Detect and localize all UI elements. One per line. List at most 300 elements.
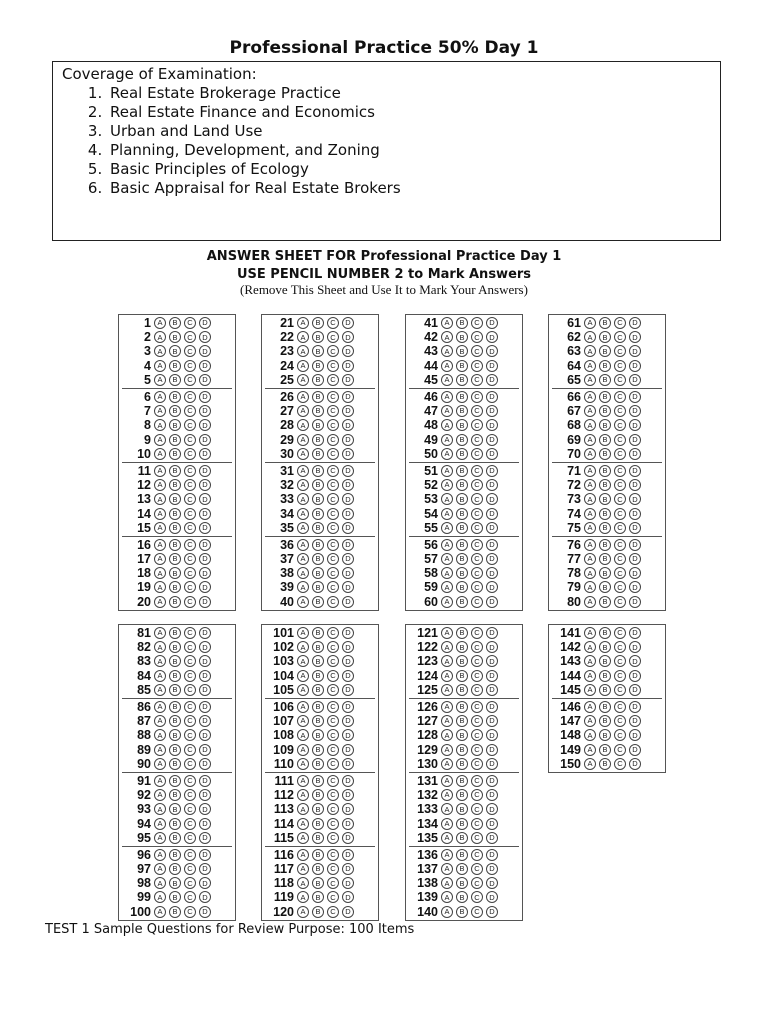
- answer-bubble-a[interactable]: A: [297, 465, 309, 477]
- answer-bubble-d[interactable]: D: [629, 539, 641, 551]
- answer-bubble-d[interactable]: D: [199, 729, 211, 741]
- answer-bubble-a[interactable]: A: [154, 803, 166, 815]
- answer-bubble-c[interactable]: C: [327, 641, 339, 653]
- answer-bubble-d[interactable]: D: [629, 479, 641, 491]
- answer-bubble-a[interactable]: A: [441, 522, 453, 534]
- answer-bubble-d[interactable]: D: [486, 567, 498, 579]
- answer-bubble-b[interactable]: B: [169, 317, 181, 329]
- answer-bubble-c[interactable]: C: [471, 832, 483, 844]
- answer-bubble-d[interactable]: D: [342, 553, 354, 565]
- answer-bubble-a[interactable]: A: [154, 701, 166, 713]
- answer-bubble-a[interactable]: A: [584, 715, 596, 727]
- answer-bubble-d[interactable]: D: [629, 581, 641, 593]
- answer-bubble-d[interactable]: D: [199, 655, 211, 667]
- answer-bubble-a[interactable]: A: [154, 891, 166, 903]
- answer-bubble-a[interactable]: A: [297, 448, 309, 460]
- answer-bubble-a[interactable]: A: [584, 465, 596, 477]
- answer-bubble-b[interactable]: B: [312, 465, 324, 477]
- answer-bubble-b[interactable]: B: [456, 493, 468, 505]
- answer-bubble-c[interactable]: C: [184, 596, 196, 608]
- answer-bubble-a[interactable]: A: [441, 863, 453, 875]
- answer-bubble-c[interactable]: C: [327, 553, 339, 565]
- answer-bubble-c[interactable]: C: [184, 832, 196, 844]
- answer-bubble-a[interactable]: A: [154, 655, 166, 667]
- answer-bubble-c[interactable]: C: [327, 317, 339, 329]
- answer-bubble-c[interactable]: C: [471, 405, 483, 417]
- answer-bubble-a[interactable]: A: [441, 655, 453, 667]
- answer-bubble-c[interactable]: C: [184, 374, 196, 386]
- answer-bubble-b[interactable]: B: [312, 317, 324, 329]
- answer-bubble-d[interactable]: D: [342, 374, 354, 386]
- answer-bubble-c[interactable]: C: [327, 832, 339, 844]
- answer-bubble-c[interactable]: C: [471, 758, 483, 770]
- answer-bubble-b[interactable]: B: [456, 729, 468, 741]
- answer-bubble-b[interactable]: B: [456, 655, 468, 667]
- answer-bubble-b[interactable]: B: [599, 567, 611, 579]
- answer-bubble-d[interactable]: D: [629, 405, 641, 417]
- answer-bubble-d[interactable]: D: [629, 627, 641, 639]
- answer-bubble-a[interactable]: A: [441, 465, 453, 477]
- answer-bubble-b[interactable]: B: [599, 655, 611, 667]
- answer-bubble-c[interactable]: C: [614, 419, 626, 431]
- answer-bubble-c[interactable]: C: [327, 891, 339, 903]
- answer-bubble-a[interactable]: A: [297, 479, 309, 491]
- answer-bubble-c[interactable]: C: [184, 448, 196, 460]
- answer-bubble-d[interactable]: D: [199, 684, 211, 696]
- answer-bubble-c[interactable]: C: [184, 360, 196, 372]
- answer-bubble-d[interactable]: D: [486, 891, 498, 903]
- answer-bubble-b[interactable]: B: [599, 581, 611, 593]
- answer-bubble-b[interactable]: B: [169, 906, 181, 918]
- answer-bubble-d[interactable]: D: [486, 465, 498, 477]
- answer-bubble-a[interactable]: A: [154, 317, 166, 329]
- answer-bubble-d[interactable]: D: [199, 832, 211, 844]
- answer-bubble-d[interactable]: D: [342, 832, 354, 844]
- answer-bubble-a[interactable]: A: [584, 553, 596, 565]
- answer-bubble-c[interactable]: C: [184, 641, 196, 653]
- answer-bubble-c[interactable]: C: [471, 317, 483, 329]
- answer-bubble-c[interactable]: C: [327, 775, 339, 787]
- answer-bubble-d[interactable]: D: [486, 684, 498, 696]
- answer-bubble-d[interactable]: D: [342, 670, 354, 682]
- answer-bubble-a[interactable]: A: [441, 479, 453, 491]
- answer-bubble-a[interactable]: A: [584, 684, 596, 696]
- answer-bubble-c[interactable]: C: [327, 670, 339, 682]
- answer-bubble-b[interactable]: B: [312, 479, 324, 491]
- answer-bubble-c[interactable]: C: [614, 701, 626, 713]
- answer-bubble-b[interactable]: B: [599, 539, 611, 551]
- answer-bubble-a[interactable]: A: [154, 331, 166, 343]
- answer-bubble-c[interactable]: C: [614, 553, 626, 565]
- answer-bubble-b[interactable]: B: [312, 715, 324, 727]
- answer-bubble-c[interactable]: C: [184, 670, 196, 682]
- answer-bubble-a[interactable]: A: [297, 655, 309, 667]
- answer-bubble-d[interactable]: D: [199, 522, 211, 534]
- answer-bubble-d[interactable]: D: [199, 803, 211, 815]
- answer-bubble-a[interactable]: A: [297, 522, 309, 534]
- answer-bubble-b[interactable]: B: [456, 627, 468, 639]
- answer-bubble-d[interactable]: D: [342, 391, 354, 403]
- answer-bubble-d[interactable]: D: [629, 567, 641, 579]
- answer-bubble-d[interactable]: D: [629, 655, 641, 667]
- answer-bubble-a[interactable]: A: [297, 729, 309, 741]
- answer-bubble-b[interactable]: B: [312, 596, 324, 608]
- answer-bubble-c[interactable]: C: [327, 627, 339, 639]
- answer-bubble-a[interactable]: A: [441, 317, 453, 329]
- answer-bubble-d[interactable]: D: [629, 493, 641, 505]
- answer-bubble-d[interactable]: D: [629, 360, 641, 372]
- answer-bubble-a[interactable]: A: [154, 374, 166, 386]
- answer-bubble-b[interactable]: B: [456, 448, 468, 460]
- answer-bubble-a[interactable]: A: [297, 849, 309, 861]
- answer-bubble-c[interactable]: C: [471, 596, 483, 608]
- answer-bubble-a[interactable]: A: [441, 345, 453, 357]
- answer-bubble-a[interactable]: A: [154, 448, 166, 460]
- answer-bubble-d[interactable]: D: [486, 317, 498, 329]
- answer-bubble-b[interactable]: B: [169, 641, 181, 653]
- answer-bubble-a[interactable]: A: [297, 405, 309, 417]
- answer-bubble-b[interactable]: B: [599, 493, 611, 505]
- answer-bubble-d[interactable]: D: [629, 701, 641, 713]
- answer-bubble-d[interactable]: D: [629, 641, 641, 653]
- answer-bubble-d[interactable]: D: [199, 863, 211, 875]
- answer-bubble-c[interactable]: C: [614, 374, 626, 386]
- answer-bubble-b[interactable]: B: [312, 701, 324, 713]
- answer-bubble-c[interactable]: C: [327, 465, 339, 477]
- answer-bubble-a[interactable]: A: [154, 360, 166, 372]
- answer-bubble-c[interactable]: C: [614, 627, 626, 639]
- answer-bubble-b[interactable]: B: [312, 670, 324, 682]
- answer-bubble-a[interactable]: A: [441, 789, 453, 801]
- answer-bubble-a[interactable]: A: [441, 331, 453, 343]
- answer-bubble-b[interactable]: B: [456, 818, 468, 830]
- answer-bubble-c[interactable]: C: [471, 803, 483, 815]
- answer-bubble-c[interactable]: C: [614, 729, 626, 741]
- answer-bubble-a[interactable]: A: [297, 317, 309, 329]
- answer-bubble-d[interactable]: D: [486, 789, 498, 801]
- answer-bubble-b[interactable]: B: [312, 391, 324, 403]
- answer-bubble-b[interactable]: B: [169, 345, 181, 357]
- answer-bubble-a[interactable]: A: [441, 360, 453, 372]
- answer-bubble-b[interactable]: B: [599, 374, 611, 386]
- answer-bubble-b[interactable]: B: [456, 758, 468, 770]
- answer-bubble-b[interactable]: B: [456, 906, 468, 918]
- answer-bubble-a[interactable]: A: [297, 715, 309, 727]
- answer-bubble-c[interactable]: C: [327, 539, 339, 551]
- answer-bubble-a[interactable]: A: [154, 849, 166, 861]
- answer-bubble-c[interactable]: C: [471, 744, 483, 756]
- answer-bubble-d[interactable]: D: [342, 758, 354, 770]
- answer-bubble-c[interactable]: C: [471, 627, 483, 639]
- answer-bubble-b[interactable]: B: [169, 744, 181, 756]
- answer-bubble-d[interactable]: D: [199, 758, 211, 770]
- answer-bubble-c[interactable]: C: [614, 391, 626, 403]
- answer-bubble-a[interactable]: A: [154, 641, 166, 653]
- answer-bubble-c[interactable]: C: [327, 744, 339, 756]
- answer-bubble-d[interactable]: D: [199, 906, 211, 918]
- answer-bubble-a[interactable]: A: [584, 508, 596, 520]
- answer-bubble-a[interactable]: A: [154, 684, 166, 696]
- answer-bubble-c[interactable]: C: [471, 655, 483, 667]
- answer-bubble-a[interactable]: A: [584, 479, 596, 491]
- answer-bubble-a[interactable]: A: [441, 641, 453, 653]
- answer-bubble-a[interactable]: A: [297, 758, 309, 770]
- answer-bubble-b[interactable]: B: [312, 803, 324, 815]
- answer-bubble-a[interactable]: A: [584, 448, 596, 460]
- answer-bubble-a[interactable]: A: [297, 553, 309, 565]
- answer-bubble-b[interactable]: B: [599, 419, 611, 431]
- answer-bubble-c[interactable]: C: [184, 539, 196, 551]
- answer-bubble-b[interactable]: B: [169, 775, 181, 787]
- answer-bubble-d[interactable]: D: [486, 849, 498, 861]
- answer-bubble-b[interactable]: B: [169, 863, 181, 875]
- answer-bubble-a[interactable]: A: [297, 818, 309, 830]
- answer-bubble-c[interactable]: C: [471, 553, 483, 565]
- answer-bubble-c[interactable]: C: [327, 715, 339, 727]
- answer-bubble-c[interactable]: C: [327, 596, 339, 608]
- answer-bubble-a[interactable]: A: [584, 374, 596, 386]
- answer-bubble-a[interactable]: A: [297, 567, 309, 579]
- answer-bubble-b[interactable]: B: [456, 877, 468, 889]
- answer-bubble-a[interactable]: A: [297, 434, 309, 446]
- answer-bubble-b[interactable]: B: [169, 522, 181, 534]
- answer-bubble-a[interactable]: A: [154, 553, 166, 565]
- answer-bubble-c[interactable]: C: [184, 789, 196, 801]
- answer-bubble-b[interactable]: B: [456, 539, 468, 551]
- answer-bubble-a[interactable]: A: [441, 627, 453, 639]
- answer-bubble-a[interactable]: A: [297, 627, 309, 639]
- answer-bubble-b[interactable]: B: [312, 493, 324, 505]
- answer-bubble-d[interactable]: D: [486, 493, 498, 505]
- answer-bubble-b[interactable]: B: [169, 434, 181, 446]
- answer-bubble-d[interactable]: D: [486, 803, 498, 815]
- answer-bubble-b[interactable]: B: [312, 567, 324, 579]
- answer-bubble-c[interactable]: C: [327, 701, 339, 713]
- answer-bubble-a[interactable]: A: [441, 434, 453, 446]
- answer-bubble-a[interactable]: A: [441, 891, 453, 903]
- answer-bubble-b[interactable]: B: [456, 832, 468, 844]
- answer-bubble-a[interactable]: A: [297, 374, 309, 386]
- answer-bubble-d[interactable]: D: [342, 877, 354, 889]
- answer-bubble-d[interactable]: D: [342, 818, 354, 830]
- answer-bubble-c[interactable]: C: [471, 539, 483, 551]
- answer-bubble-c[interactable]: C: [327, 758, 339, 770]
- answer-bubble-a[interactable]: A: [154, 434, 166, 446]
- answer-bubble-b[interactable]: B: [169, 715, 181, 727]
- answer-bubble-b[interactable]: B: [312, 818, 324, 830]
- answer-bubble-b[interactable]: B: [456, 670, 468, 682]
- answer-bubble-d[interactable]: D: [629, 374, 641, 386]
- answer-bubble-c[interactable]: C: [471, 818, 483, 830]
- answer-bubble-b[interactable]: B: [456, 715, 468, 727]
- answer-bubble-c[interactable]: C: [614, 405, 626, 417]
- answer-bubble-a[interactable]: A: [154, 818, 166, 830]
- answer-bubble-c[interactable]: C: [184, 729, 196, 741]
- answer-bubble-b[interactable]: B: [599, 331, 611, 343]
- answer-bubble-c[interactable]: C: [327, 818, 339, 830]
- answer-bubble-c[interactable]: C: [184, 775, 196, 787]
- answer-bubble-a[interactable]: A: [297, 670, 309, 682]
- answer-bubble-b[interactable]: B: [456, 434, 468, 446]
- answer-bubble-a[interactable]: A: [297, 906, 309, 918]
- answer-bubble-a[interactable]: A: [297, 641, 309, 653]
- answer-bubble-c[interactable]: C: [327, 789, 339, 801]
- answer-bubble-c[interactable]: C: [614, 360, 626, 372]
- answer-bubble-a[interactable]: A: [441, 832, 453, 844]
- answer-bubble-c[interactable]: C: [184, 715, 196, 727]
- answer-bubble-d[interactable]: D: [486, 553, 498, 565]
- answer-bubble-a[interactable]: A: [441, 818, 453, 830]
- answer-bubble-b[interactable]: B: [456, 479, 468, 491]
- answer-bubble-b[interactable]: B: [599, 360, 611, 372]
- answer-bubble-d[interactable]: D: [199, 434, 211, 446]
- answer-bubble-b[interactable]: B: [456, 863, 468, 875]
- answer-bubble-c[interactable]: C: [184, 744, 196, 756]
- answer-bubble-a[interactable]: A: [154, 627, 166, 639]
- answer-bubble-b[interactable]: B: [456, 508, 468, 520]
- answer-bubble-b[interactable]: B: [599, 715, 611, 727]
- answer-bubble-b[interactable]: B: [312, 419, 324, 431]
- answer-bubble-b[interactable]: B: [169, 891, 181, 903]
- answer-bubble-b[interactable]: B: [169, 448, 181, 460]
- answer-bubble-b[interactable]: B: [456, 684, 468, 696]
- answer-bubble-b[interactable]: B: [456, 345, 468, 357]
- answer-bubble-d[interactable]: D: [199, 775, 211, 787]
- answer-bubble-b[interactable]: B: [312, 891, 324, 903]
- answer-bubble-d[interactable]: D: [342, 775, 354, 787]
- answer-bubble-c[interactable]: C: [614, 596, 626, 608]
- answer-bubble-c[interactable]: C: [327, 448, 339, 460]
- answer-bubble-a[interactable]: A: [154, 522, 166, 534]
- answer-bubble-a[interactable]: A: [154, 391, 166, 403]
- answer-bubble-c[interactable]: C: [471, 448, 483, 460]
- answer-bubble-a[interactable]: A: [441, 729, 453, 741]
- answer-bubble-a[interactable]: A: [154, 493, 166, 505]
- answer-bubble-c[interactable]: C: [614, 670, 626, 682]
- answer-bubble-b[interactable]: B: [456, 803, 468, 815]
- answer-bubble-d[interactable]: D: [486, 419, 498, 431]
- answer-bubble-a[interactable]: A: [297, 391, 309, 403]
- answer-bubble-b[interactable]: B: [312, 374, 324, 386]
- answer-bubble-d[interactable]: D: [199, 419, 211, 431]
- answer-bubble-c[interactable]: C: [327, 581, 339, 593]
- answer-bubble-d[interactable]: D: [629, 684, 641, 696]
- answer-bubble-c[interactable]: C: [614, 345, 626, 357]
- answer-bubble-a[interactable]: A: [584, 581, 596, 593]
- answer-bubble-a[interactable]: A: [584, 627, 596, 639]
- answer-bubble-b[interactable]: B: [599, 434, 611, 446]
- answer-bubble-b[interactable]: B: [312, 863, 324, 875]
- answer-bubble-b[interactable]: B: [169, 493, 181, 505]
- answer-bubble-a[interactable]: A: [441, 539, 453, 551]
- answer-bubble-d[interactable]: D: [342, 655, 354, 667]
- answer-bubble-b[interactable]: B: [456, 775, 468, 787]
- answer-bubble-d[interactable]: D: [629, 758, 641, 770]
- answer-bubble-c[interactable]: C: [327, 419, 339, 431]
- answer-bubble-a[interactable]: A: [441, 849, 453, 861]
- answer-bubble-a[interactable]: A: [441, 553, 453, 565]
- answer-bubble-a[interactable]: A: [297, 832, 309, 844]
- answer-bubble-b[interactable]: B: [456, 641, 468, 653]
- answer-bubble-b[interactable]: B: [599, 317, 611, 329]
- answer-bubble-b[interactable]: B: [312, 627, 324, 639]
- answer-bubble-c[interactable]: C: [471, 391, 483, 403]
- answer-bubble-d[interactable]: D: [486, 596, 498, 608]
- answer-bubble-c[interactable]: C: [614, 655, 626, 667]
- answer-bubble-d[interactable]: D: [199, 317, 211, 329]
- answer-bubble-a[interactable]: A: [154, 581, 166, 593]
- answer-bubble-b[interactable]: B: [599, 508, 611, 520]
- answer-bubble-d[interactable]: D: [342, 863, 354, 875]
- answer-bubble-d[interactable]: D: [486, 863, 498, 875]
- answer-bubble-d[interactable]: D: [342, 641, 354, 653]
- answer-bubble-c[interactable]: C: [471, 374, 483, 386]
- answer-bubble-d[interactable]: D: [342, 434, 354, 446]
- answer-bubble-d[interactable]: D: [342, 317, 354, 329]
- answer-bubble-c[interactable]: C: [471, 715, 483, 727]
- answer-bubble-a[interactable]: A: [584, 670, 596, 682]
- answer-bubble-a[interactable]: A: [584, 331, 596, 343]
- answer-bubble-c[interactable]: C: [614, 744, 626, 756]
- answer-bubble-c[interactable]: C: [614, 715, 626, 727]
- answer-bubble-a[interactable]: A: [154, 596, 166, 608]
- answer-bubble-b[interactable]: B: [599, 627, 611, 639]
- answer-bubble-a[interactable]: A: [154, 670, 166, 682]
- answer-bubble-b[interactable]: B: [456, 789, 468, 801]
- answer-bubble-b[interactable]: B: [599, 744, 611, 756]
- answer-bubble-c[interactable]: C: [471, 641, 483, 653]
- answer-bubble-b[interactable]: B: [599, 522, 611, 534]
- answer-bubble-d[interactable]: D: [199, 508, 211, 520]
- answer-bubble-a[interactable]: A: [297, 877, 309, 889]
- answer-bubble-c[interactable]: C: [184, 655, 196, 667]
- answer-bubble-a[interactable]: A: [297, 360, 309, 372]
- answer-bubble-a[interactable]: A: [441, 493, 453, 505]
- answer-bubble-a[interactable]: A: [441, 906, 453, 918]
- answer-bubble-a[interactable]: A: [441, 596, 453, 608]
- answer-bubble-b[interactable]: B: [169, 789, 181, 801]
- answer-bubble-d[interactable]: D: [629, 670, 641, 682]
- answer-bubble-c[interactable]: C: [327, 522, 339, 534]
- answer-bubble-c[interactable]: C: [327, 849, 339, 861]
- answer-bubble-d[interactable]: D: [486, 701, 498, 713]
- answer-bubble-b[interactable]: B: [312, 849, 324, 861]
- answer-bubble-c[interactable]: C: [614, 522, 626, 534]
- answer-bubble-b[interactable]: B: [169, 419, 181, 431]
- answer-bubble-c[interactable]: C: [471, 581, 483, 593]
- answer-bubble-b[interactable]: B: [169, 803, 181, 815]
- answer-bubble-b[interactable]: B: [456, 553, 468, 565]
- answer-bubble-d[interactable]: D: [199, 493, 211, 505]
- answer-bubble-c[interactable]: C: [327, 360, 339, 372]
- answer-bubble-c[interactable]: C: [327, 567, 339, 579]
- answer-bubble-d[interactable]: D: [629, 317, 641, 329]
- answer-bubble-c[interactable]: C: [471, 419, 483, 431]
- answer-bubble-c[interactable]: C: [471, 789, 483, 801]
- answer-bubble-d[interactable]: D: [486, 775, 498, 787]
- answer-bubble-d[interactable]: D: [486, 360, 498, 372]
- answer-bubble-a[interactable]: A: [154, 539, 166, 551]
- answer-bubble-a[interactable]: A: [584, 641, 596, 653]
- answer-bubble-a[interactable]: A: [297, 789, 309, 801]
- answer-bubble-c[interactable]: C: [184, 522, 196, 534]
- answer-bubble-d[interactable]: D: [199, 701, 211, 713]
- answer-bubble-d[interactable]: D: [629, 391, 641, 403]
- answer-bubble-c[interactable]: C: [327, 863, 339, 875]
- answer-bubble-b[interactable]: B: [456, 522, 468, 534]
- answer-bubble-c[interactable]: C: [184, 508, 196, 520]
- answer-bubble-c[interactable]: C: [614, 448, 626, 460]
